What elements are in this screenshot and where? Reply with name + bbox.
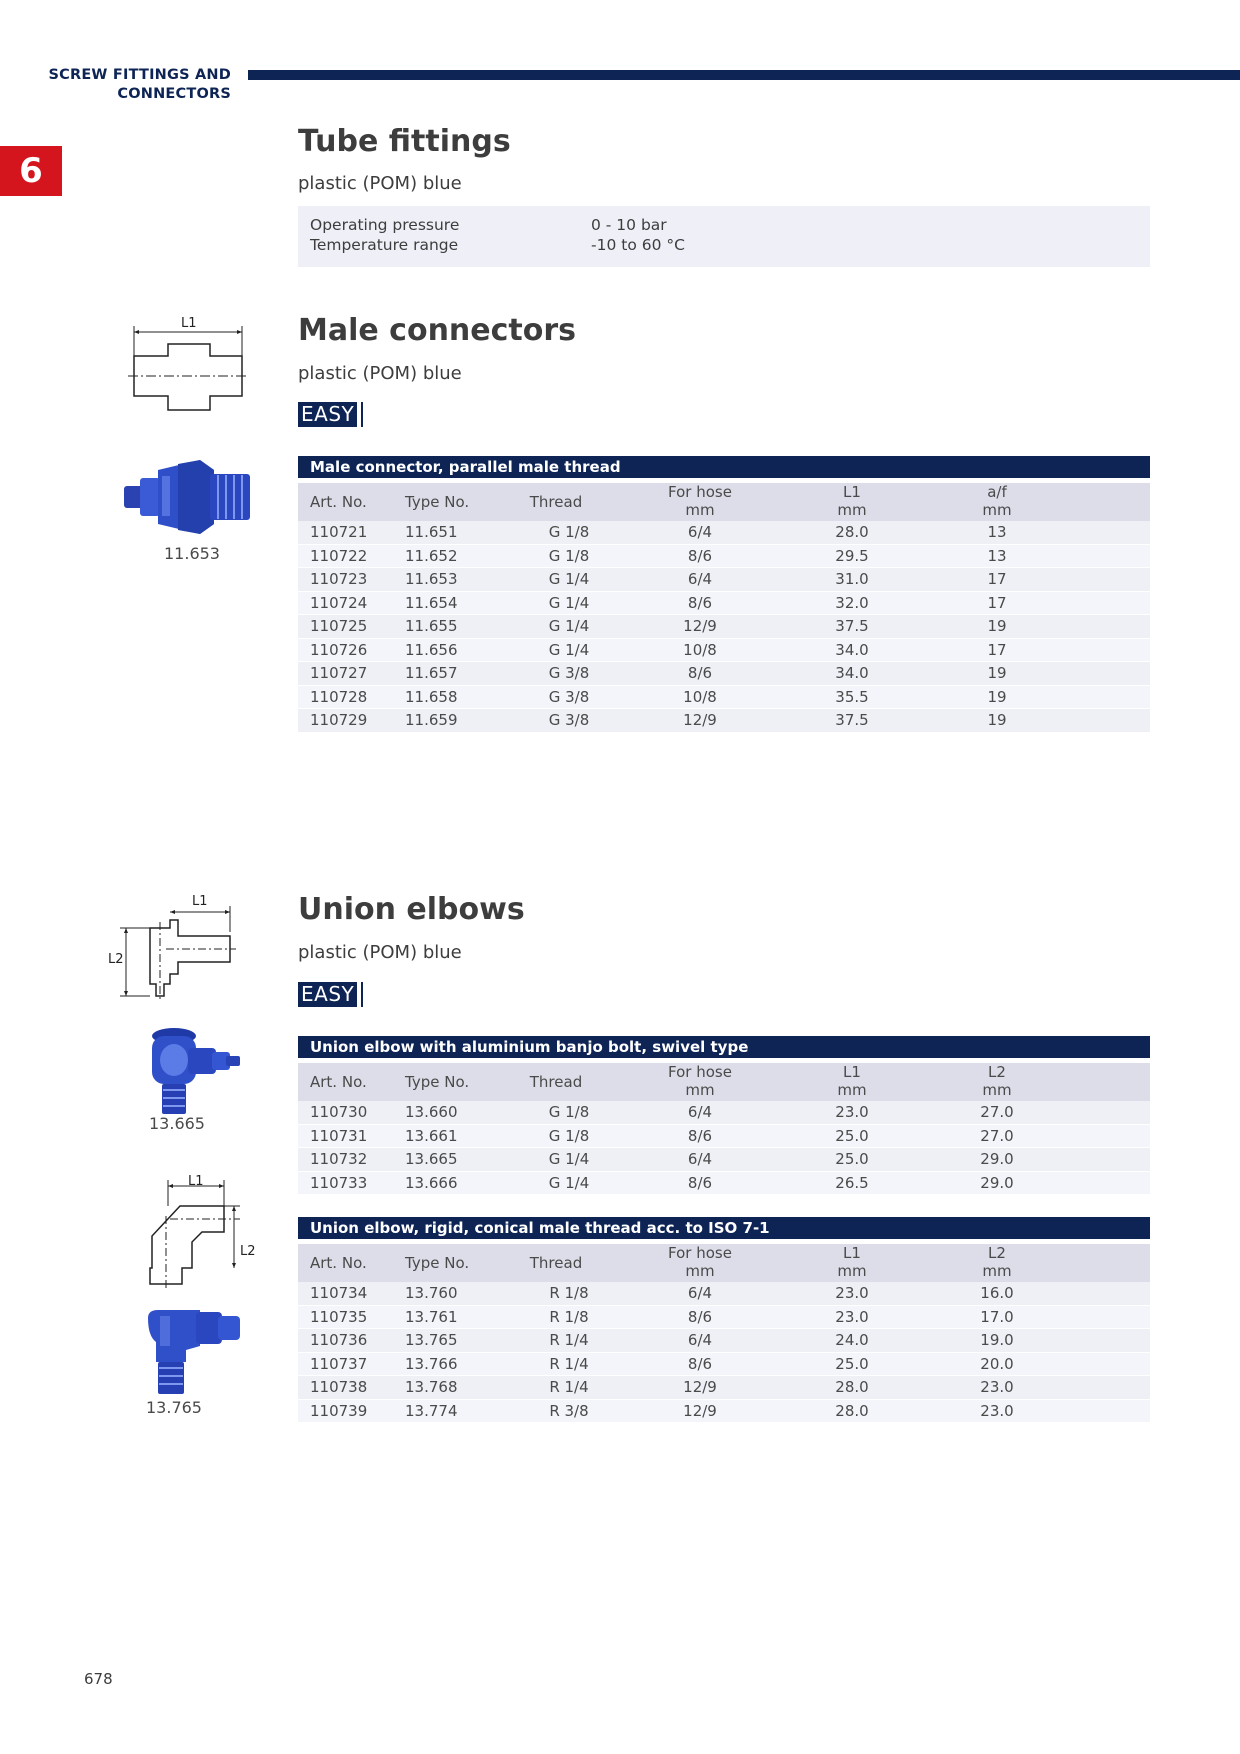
spec-value-temperature: -10 to 60 °C (591, 236, 685, 254)
union-drawing1-l2-label: L2 (108, 952, 124, 967)
thread-cell: G 1/4 (548, 593, 590, 612)
type-no-cell: 11.658 (405, 687, 458, 706)
union-elbows-subtitle: plastic (POM) blue (298, 942, 462, 963)
l1-cell: 32.0 (835, 593, 869, 612)
table-title: Union elbow with aluminium banjo bolt, swivel type (298, 1036, 1150, 1058)
art-no-cell: 110722 (310, 546, 368, 565)
last-cell: 13 (987, 546, 1007, 565)
art-no-cell: 110732 (310, 1150, 368, 1168)
hose-cell: 6/4 (687, 1284, 713, 1302)
table-header: Art. No. Type No. Thread For hose mm L1 mm a/f mm (298, 483, 1150, 521)
chapter-tab[interactable]: 6 (0, 146, 62, 196)
type-no-cell: 13.661 (405, 1126, 458, 1145)
male-connectors-title: Male connectors (298, 313, 577, 348)
thread-cell: R 1/4 (549, 1331, 589, 1349)
tube-fittings-title: Tube fittings (298, 124, 511, 159)
last-cell: 19 (987, 711, 1007, 729)
table-row (298, 1101, 1150, 1125)
type-no-cell: 13.665 (405, 1150, 458, 1168)
l1-cell: 25.0 (835, 1150, 869, 1168)
type-no-cell: 11.652 (405, 546, 458, 565)
thread-cell: R 1/8 (549, 1307, 589, 1326)
table-title: Male connector, parallel male thread (298, 456, 1150, 478)
header-bar (248, 70, 1240, 80)
hose-cell: 8/6 (687, 1307, 713, 1326)
union-elbow-photo-rigid (140, 1306, 246, 1396)
type-no-cell: 13.760 (405, 1284, 458, 1302)
spec-label-pressure: Operating pressure (310, 216, 460, 234)
table-row (298, 592, 1150, 616)
thread-cell: G 1/4 (548, 640, 590, 659)
union-elbow-drawing-rigid (140, 1176, 250, 1290)
last-cell: 27.0 (980, 1126, 1014, 1145)
union-drawing2-l1-label: L1 (188, 1174, 204, 1189)
table-row (298, 545, 1150, 569)
union-elbows-title: Union elbows (298, 892, 525, 927)
male-drawing-l1-label: L1 (181, 316, 197, 331)
thread-cell: G 1/8 (548, 546, 590, 565)
thread-cell: G 1/4 (548, 1150, 590, 1168)
hose-cell: 8/6 (687, 546, 713, 565)
hose-cell: 8/6 (687, 1126, 713, 1145)
thread-cell: G 3/8 (548, 711, 590, 729)
type-no-cell: 11.656 (405, 640, 458, 659)
art-no-cell: 110733 (310, 1173, 368, 1192)
last-cell: 19 (987, 617, 1007, 635)
union-elbow-rigid-table (298, 1217, 1150, 1423)
hose-cell: 10/8 (683, 687, 717, 706)
type-no-cell: 13.761 (405, 1307, 458, 1326)
art-no-cell: 110727 (310, 664, 368, 682)
type-no-cell: 13.766 (405, 1354, 458, 1373)
last-cell: 27.0 (980, 1103, 1014, 1121)
art-no-cell: 110736 (310, 1331, 368, 1349)
union-elbow-swivel-table (298, 1036, 1150, 1195)
type-no-cell: 13.765 (405, 1331, 458, 1349)
hose-cell: 6/4 (687, 570, 713, 588)
last-cell: 16.0 (980, 1284, 1014, 1302)
l1-cell: 28.0 (835, 1378, 869, 1396)
l1-cell: 28.0 (835, 1401, 869, 1420)
hose-cell: 8/6 (687, 1173, 713, 1192)
table-row (298, 1376, 1150, 1400)
table-row (298, 1329, 1150, 1353)
table-row (298, 662, 1150, 686)
type-no-cell: 13.774 (405, 1401, 458, 1420)
type-no-cell: 13.666 (405, 1173, 458, 1192)
art-no-cell: 110737 (310, 1354, 368, 1373)
type-no-cell: 11.657 (405, 664, 458, 682)
spec-box (298, 206, 1150, 267)
table-body (298, 1101, 1150, 1195)
type-no-cell: 11.653 (405, 570, 458, 588)
table-body (298, 1282, 1150, 1423)
thread-cell: G 1/8 (548, 1103, 590, 1121)
table-row (298, 686, 1150, 710)
table-row (298, 568, 1150, 592)
union-elbow-photo-swivel (138, 1026, 246, 1126)
table-row (298, 1148, 1150, 1172)
thread-cell: R 1/4 (549, 1378, 589, 1396)
type-no-cell: 11.655 (405, 617, 458, 635)
l1-cell: 24.0 (835, 1331, 869, 1349)
thread-cell: G 1/8 (548, 523, 590, 541)
hose-cell: 8/6 (687, 664, 713, 682)
table-row (298, 639, 1150, 663)
male-connector-photo (122, 456, 256, 536)
table-row (298, 1172, 1150, 1196)
thread-cell: R 3/8 (549, 1401, 589, 1420)
type-no-cell: 11.654 (405, 593, 458, 612)
l1-cell: 28.0 (835, 523, 869, 541)
last-cell: 17 (987, 640, 1007, 659)
last-cell: 17 (987, 570, 1007, 588)
l1-cell: 29.5 (835, 546, 869, 565)
last-cell: 19 (987, 664, 1007, 682)
last-cell: 19.0 (980, 1331, 1014, 1349)
table-row (298, 1306, 1150, 1330)
hose-cell: 10/8 (683, 640, 717, 659)
thread-cell: G 1/8 (548, 1126, 590, 1145)
last-cell: 20.0 (980, 1354, 1014, 1373)
art-no-cell: 110728 (310, 687, 368, 706)
table-row (298, 709, 1150, 733)
last-cell: 23.0 (980, 1401, 1014, 1420)
last-cell: 23.0 (980, 1378, 1014, 1396)
hose-cell: 12/9 (683, 1401, 717, 1420)
thread-cell: G 1/4 (548, 570, 590, 588)
union-drawing1-l1-label: L1 (192, 894, 208, 909)
union-drawing2-l2-label: L2 (240, 1244, 256, 1259)
type-no-cell: 13.660 (405, 1103, 458, 1121)
table-header: Art. No. Type No. Thread For hose mm L1 mm L2 mm (298, 1244, 1150, 1282)
l1-cell: 37.5 (835, 711, 869, 729)
hose-cell: 12/9 (683, 1378, 717, 1396)
male-photo-label: 11.653 (164, 544, 220, 563)
l1-cell: 25.0 (835, 1126, 869, 1145)
art-no-cell: 110725 (310, 617, 368, 635)
union-easy-badge: EASY (298, 982, 363, 1007)
art-no-cell: 110723 (310, 570, 368, 588)
spec-value-pressure: 0 - 10 bar (591, 216, 667, 234)
l1-cell: 31.0 (835, 570, 869, 588)
l1-cell: 35.5 (835, 687, 869, 706)
art-no-cell: 110724 (310, 593, 368, 612)
type-no-cell: 11.651 (405, 523, 458, 541)
thread-cell: G 3/8 (548, 687, 590, 706)
art-no-cell: 110739 (310, 1401, 368, 1420)
thread-cell: G 1/4 (548, 617, 590, 635)
last-cell: 29.0 (980, 1150, 1014, 1168)
section-header-title: SCREW FITTINGS AND CONNECTORS (48, 67, 231, 102)
art-no-cell: 110726 (310, 640, 368, 659)
l1-cell: 34.0 (835, 664, 869, 682)
union-photo2-label: 13.765 (146, 1398, 202, 1417)
l1-cell: 23.0 (835, 1103, 869, 1121)
l1-cell: 26.5 (835, 1173, 869, 1192)
l1-cell: 37.5 (835, 617, 869, 635)
hose-cell: 6/4 (687, 1103, 713, 1121)
hose-cell: 12/9 (683, 711, 717, 729)
table-row (298, 1125, 1150, 1149)
type-no-cell: 13.768 (405, 1378, 458, 1396)
table-title: Union elbow, rigid, conical male thread acc. to ISO 7-1 (298, 1217, 1150, 1239)
hose-cell: 8/6 (687, 593, 713, 612)
art-no-cell: 110731 (310, 1126, 368, 1145)
male-connector-table (298, 456, 1150, 733)
hose-cell: 8/6 (687, 1354, 713, 1373)
hose-cell: 6/4 (687, 1150, 713, 1168)
table-row (298, 1282, 1150, 1306)
art-no-cell: 110735 (310, 1307, 368, 1326)
last-cell: 29.0 (980, 1173, 1014, 1192)
type-no-cell: 11.659 (405, 711, 458, 729)
last-cell: 17 (987, 593, 1007, 612)
male-easy-badge: EASY (298, 402, 363, 427)
art-no-cell: 110729 (310, 711, 368, 729)
table-row (298, 615, 1150, 639)
male-connectors-subtitle: plastic (POM) blue (298, 363, 462, 384)
table-row (298, 521, 1150, 545)
thread-cell: R 1/8 (549, 1284, 589, 1302)
art-no-cell: 110721 (310, 523, 368, 541)
table-body (298, 521, 1150, 733)
last-cell: 19 (987, 687, 1007, 706)
last-cell: 17.0 (980, 1307, 1014, 1326)
spec-label-temperature: Temperature range (310, 236, 459, 254)
last-cell: 13 (987, 523, 1007, 541)
table-row (298, 1353, 1150, 1377)
hose-cell: 12/9 (683, 617, 717, 635)
table-header: Art. No. Type No. Thread For hose mm L1 mm L2 mm (298, 1063, 1150, 1101)
l1-cell: 34.0 (835, 640, 869, 659)
thread-cell: R 1/4 (549, 1354, 589, 1373)
page-number: 678 (84, 1670, 113, 1688)
tube-fittings-subtitle: plastic (POM) blue (298, 173, 462, 194)
union-photo1-label: 13.665 (149, 1114, 205, 1133)
table-row (298, 1400, 1150, 1424)
thread-cell: G 1/4 (548, 1173, 590, 1192)
thread-cell: G 3/8 (548, 664, 590, 682)
hose-cell: 6/4 (687, 523, 713, 541)
hose-cell: 6/4 (687, 1331, 713, 1349)
union-elbow-drawing-swivel (106, 892, 240, 1002)
art-no-cell: 110738 (310, 1378, 368, 1396)
l1-cell: 23.0 (835, 1307, 869, 1326)
l1-cell: 23.0 (835, 1284, 869, 1302)
l1-cell: 25.0 (835, 1354, 869, 1373)
art-no-cell: 110730 (310, 1103, 368, 1121)
art-no-cell: 110734 (310, 1284, 368, 1302)
